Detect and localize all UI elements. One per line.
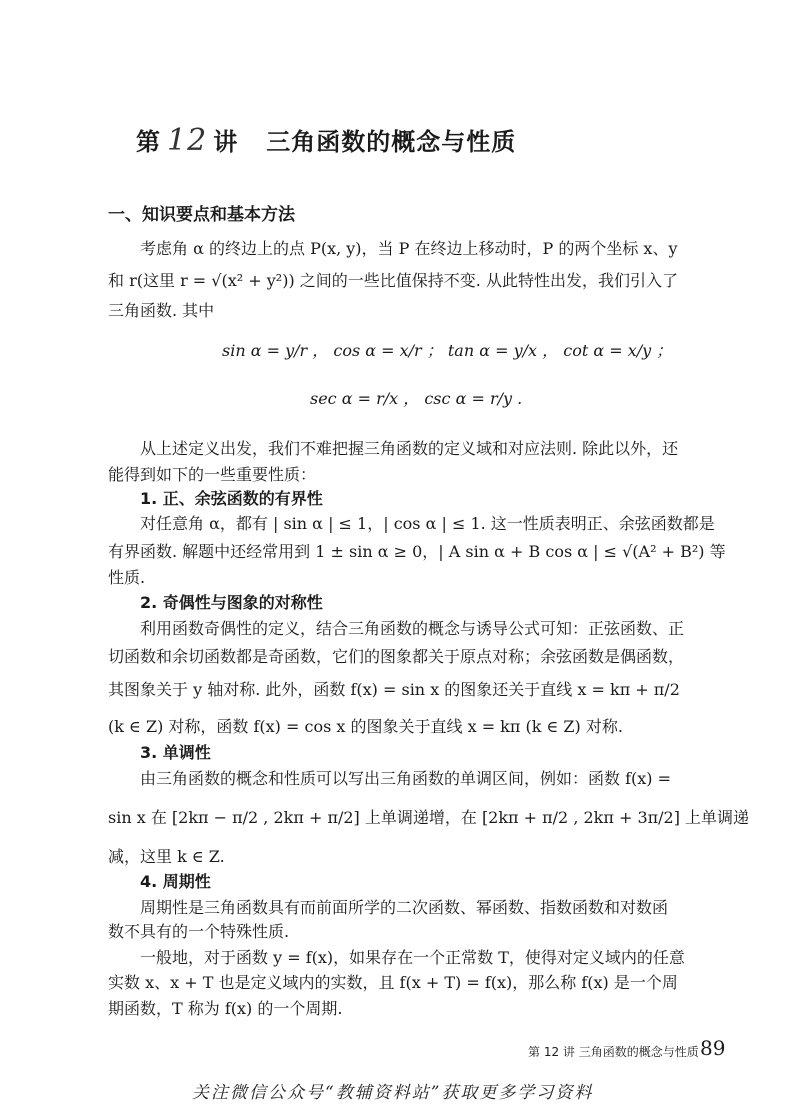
prop3-line-3: 减，这里 k ∈ Z. [108, 847, 225, 866]
prop4-line-1: 周期性是三角函数具有而前面所学的二次函数、幂函数、指数函数和对数函 [140, 898, 669, 917]
prop1-line-3: 性质. [108, 568, 146, 587]
prop4-line-4: 实数 x、x + T 也是定义域内的实数，且 f(x + T) = f(x)，那么称 f(x) 是一个周 [108, 973, 678, 992]
prop4-heading: 4. 周期性 [140, 872, 211, 891]
chapter-number: 12 [167, 123, 208, 158]
chapter-prefix: 第 [136, 127, 161, 156]
chapter-title [136, 122, 516, 158]
prop2-heading: 2. 奇偶性与图象的对称性 [140, 593, 323, 612]
running-footer: 第 12 讲 三角函数的概念与性质 [528, 1045, 699, 1059]
prop3-line-2: sin x 在 [2kπ − π/2 , 2kπ + π/2] 上单调递增，在 [2kπ + π/2 , 2kπ + 3π/2] 上单调递 [108, 808, 750, 827]
intro-line-3: 三角函数. 其中 [108, 301, 215, 320]
prop3-heading: 3. 单调性 [140, 743, 211, 762]
promo-banner: 关注微信公众号“教辅资料站”获取更多学习资料 [192, 1083, 594, 1103]
prop4-line-3: 一般地，对于函数 y = f(x)，如果存在一个正常数 T，使得对定义域内的任意 [140, 948, 685, 967]
prop3-line-1: 由三角函数的概念和性质可以写出三角函数的单调区间，例如：函数 f(x) = [140, 769, 672, 788]
section-heading: 一、知识要点和基本方法 [108, 205, 295, 225]
prop1-line-1: 对任意角 α，都有 | sin α | ≤ 1，| cos α | ≤ 1. 这一性质表明正、余弦函数都是 [140, 514, 715, 533]
formula-row-1: sin α = y/r ， cos α = x/r ； tan α = y/x ， cot α = x/y ； [222, 341, 673, 360]
intro-line-1: 考虑角 α 的终边上的点 P(x, y)，当 P 在终边上移动时，P 的两个坐标 x、y [140, 239, 678, 258]
after-formulas-line-1: 从上述定义出发，我们不难把握三角函数的定义域和对应法则. 除此以外，还 [140, 439, 679, 458]
after-formulas-line-2: 能得到如下的一些重要性质： [108, 465, 317, 484]
prop1-line-2: 有界函数. 解题中还经常用到 1 ± sin α ≥ 0，| A sin α + B cos α | ≤ √(A² + B²) 等 [108, 542, 726, 561]
formula-row-2: sec α = r/x ， csc α = r/y . [310, 389, 523, 408]
prop4-line-2: 数不具有的一个特殊性质. [108, 922, 290, 941]
prop2-line-2: 切函数和余切函数都是奇函数，它们的图象都关于原点对称；余弦函数是偶函数， [108, 647, 685, 666]
chapter-name: 三角函数的概念与性质 [266, 127, 517, 156]
prop4-line-5: 期函数，T 称为 f(x) 的一个周期. [108, 999, 343, 1018]
chapter-suffix: 讲 [213, 127, 239, 156]
prop2-line-4: (k ∈ Z) 对称，函数 f(x) = cos x 的图象关于直线 x = kπ (k ∈ Z) 对称. [108, 717, 623, 736]
page-number: 89 [700, 1036, 726, 1060]
prop1-heading: 1. 正、余弦函数的有界性 [140, 489, 323, 508]
prop2-line-3: 其图象关于 y 轴对称. 此外，函数 f(x) = sin x 的图象还关于直线 x = kπ + π/2 [108, 680, 680, 699]
prop2-line-1: 利用函数奇偶性的定义，结合三角函数的概念与诱导公式可知：正弦函数、正 [140, 619, 685, 638]
intro-line-2: 和 r(这里 r = √(x² + y²)) 之间的一些比值保持不变. 从此特性出发，我们引入了 [108, 271, 678, 290]
